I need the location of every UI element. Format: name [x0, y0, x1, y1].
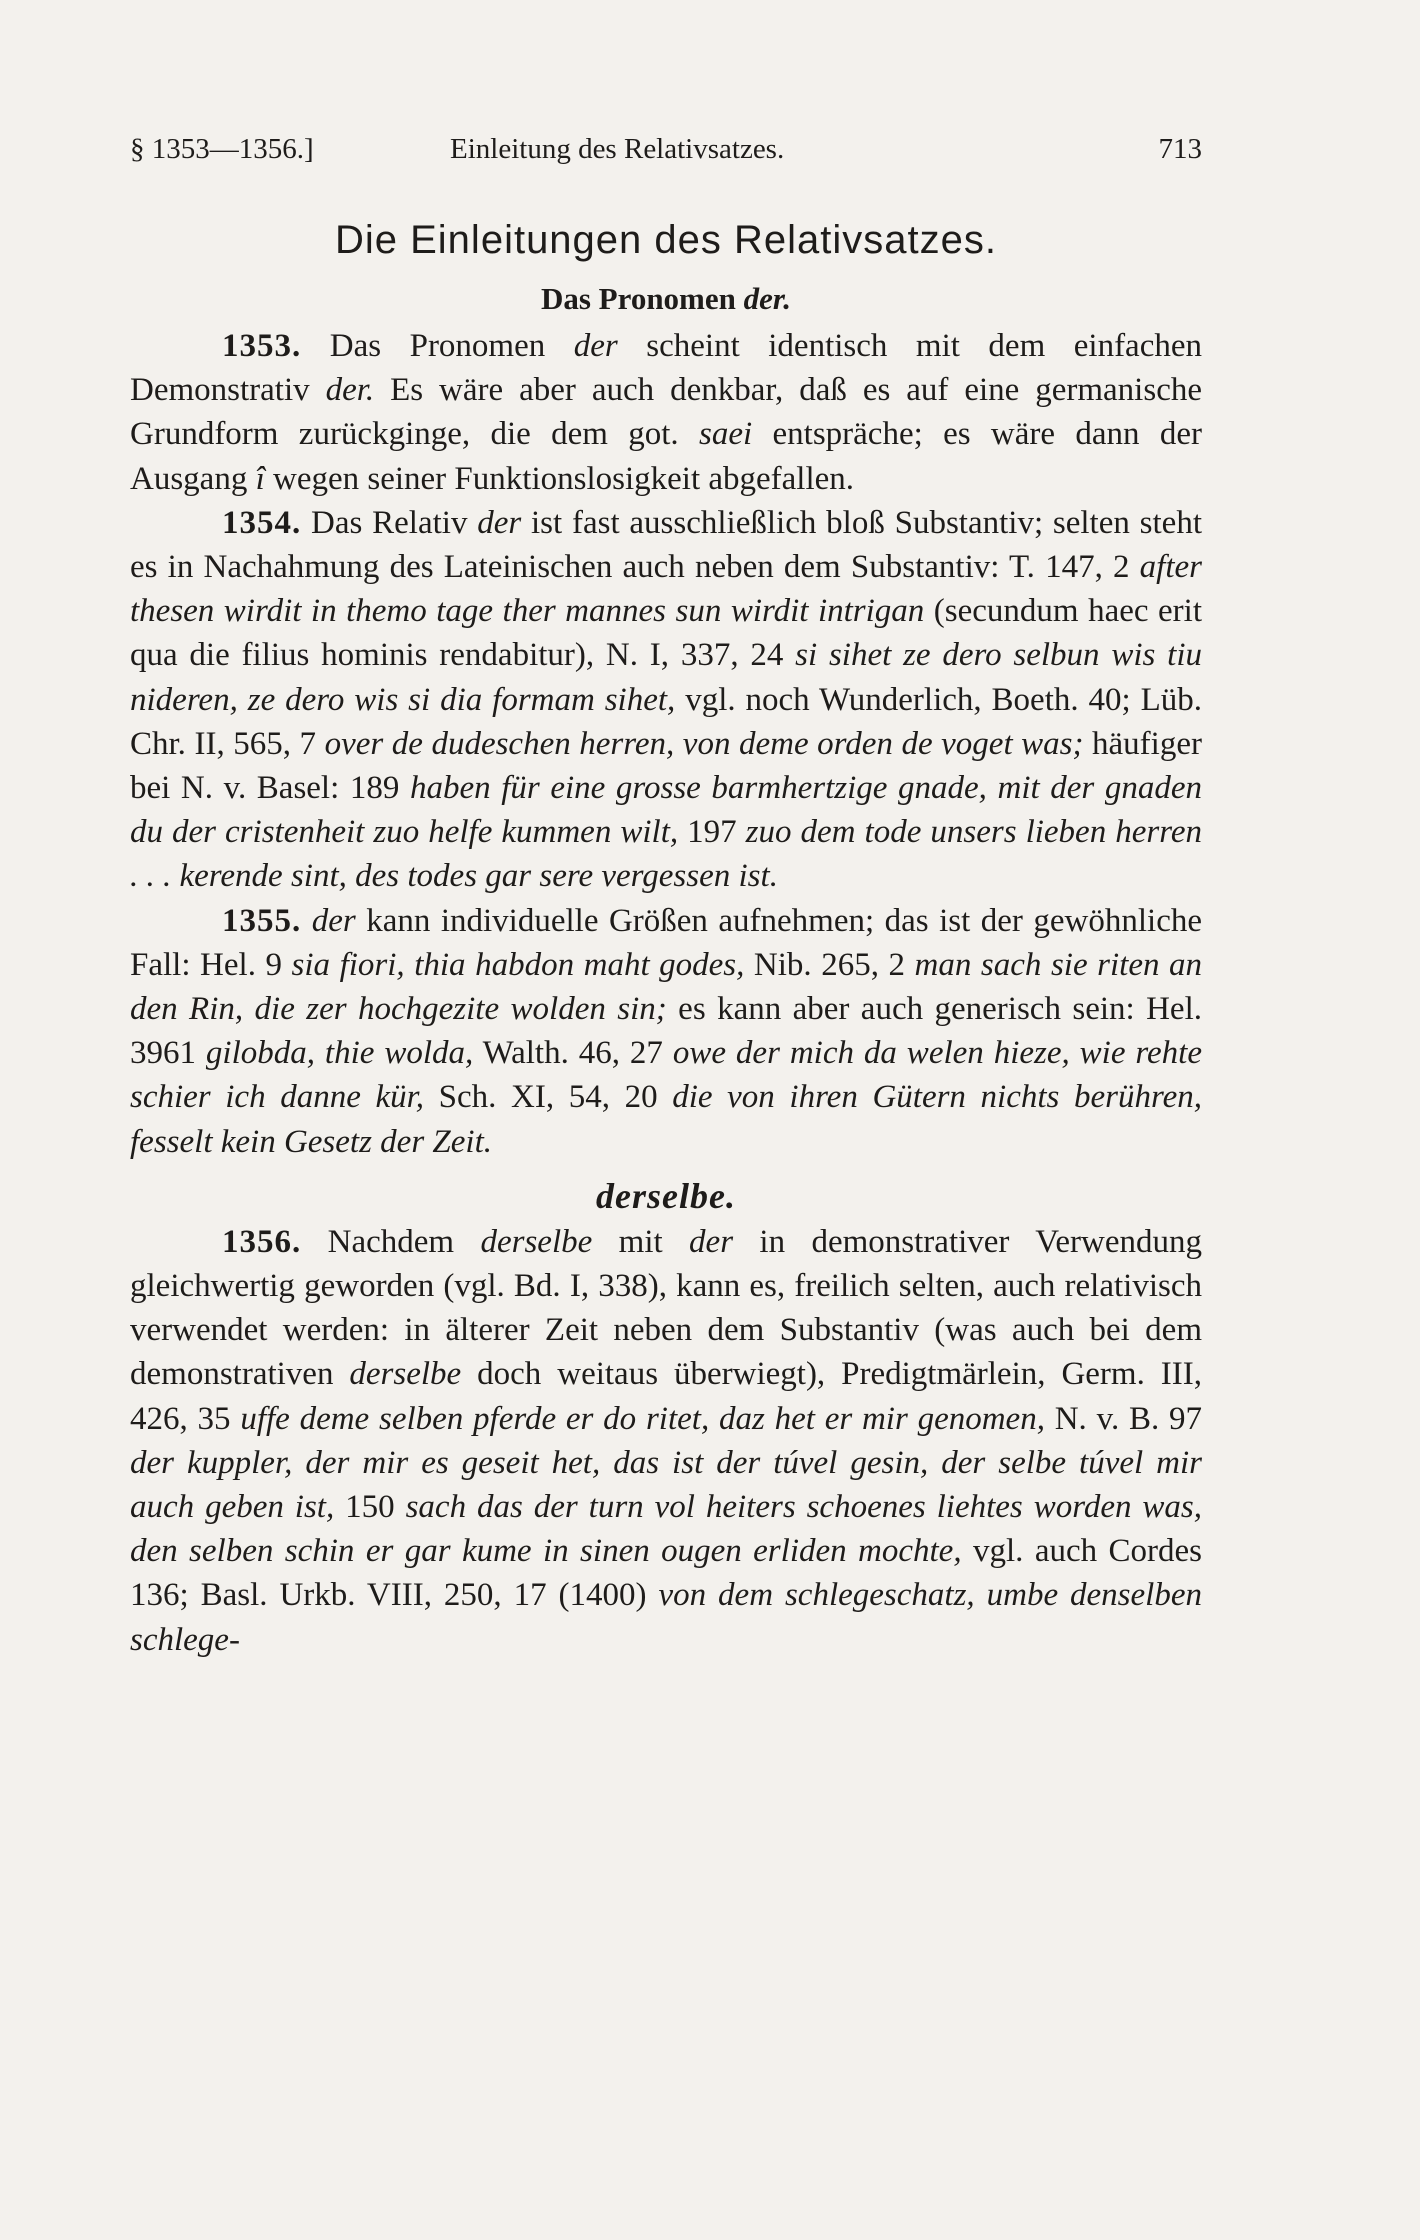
italic-run: die von ihren Gütern nichts berühren, fesselt kein Gesetz der Zeit. — [130, 1079, 1202, 1160]
text-run: mit — [592, 1223, 690, 1260]
derselbe-heading: derselbe. — [596, 1175, 736, 1216]
italic-run: haben für eine grosse barmhertzige gnade, mit der gnaden du der cristenheit zuo helfe kummen wilt, — [130, 770, 1202, 851]
text-run: Nib. 265, 2 — [744, 946, 915, 983]
section-heading-plain: Das Pronomen — [540, 281, 744, 316]
text-run: wegen seiner Funktionslosigkeit abgefallen. — [264, 460, 855, 497]
chapter-title: Die Einleitungen des Relativsatzes. — [334, 218, 997, 262]
italic-run: der — [477, 504, 522, 541]
text-run: es kann aber auch generisch sein: Hel. 3961 — [130, 991, 1202, 1072]
paragraph-number: 1355. — [222, 902, 302, 939]
text-run: vgl. noch Wunderlich, Boeth. 40; Lüb. Chr. II, 565, 7 — [130, 681, 1202, 762]
paragraph-1356 — [130, 1220, 1202, 1662]
italic-run: der — [573, 328, 618, 364]
section-range: § 1353—1356.] — [130, 133, 314, 165]
italic-run: der. — [325, 372, 375, 409]
paragraph-1353 — [130, 324, 1202, 501]
section-heading-italic: der. — [743, 281, 792, 316]
text-run: Nachdem — [301, 1223, 481, 1260]
italic-run: saei — [699, 416, 753, 453]
paragraph-1355 — [130, 899, 1202, 1164]
page-number: 713 — [1158, 133, 1202, 165]
text-run: ist fast ausschließlich bloß Substantiv; selten steht es in Nachahmung des Lateinischen auch neben dem Substantiv: T. 147, 2 — [130, 504, 1202, 586]
italic-run: zuo dem tode unsers lieben herren . . . kerende sint, des todes gar sere vergessen ist. — [130, 814, 1202, 895]
text-run: Es wäre aber auch denkbar, daß es auf eine germanische Grundform zurückginge, die dem got. — [130, 372, 1202, 453]
text-run: 197 — [678, 814, 746, 851]
italic-run: derselbe — [480, 1223, 593, 1260]
paragraph-number: 1354. — [222, 504, 302, 541]
italic-run: man sach sie riten an den Rin, die zer hochgezite wolden sin; — [130, 946, 1202, 1028]
text-run: 150 — [334, 1489, 406, 1526]
text-run: Sch. XI, 54, 20 — [424, 1079, 673, 1116]
text-run: häufiger bei N. v. Basel: 189 — [130, 725, 1202, 807]
italic-run: sia fiori, thia habdon maht godes, — [291, 946, 745, 983]
text-run: Das Relativ — [301, 504, 478, 541]
italic-run: von dem schlegeschatz, umbe denselben schlege- — [130, 1577, 1202, 1658]
section-heading — [130, 278, 1202, 320]
italic-run: over de dudeschen herren, von deme orden de voget was; — [324, 725, 1084, 762]
italic-run: sach das der turn vol heiters schoenes liehtes worden was, den selben schin er gar kume in sinen ougen erliden mochte, — [130, 1489, 1203, 1570]
text-run: vgl. auch Cordes 136; Basl. Urkb. VIII, 250, 17 (1400) — [130, 1533, 1203, 1614]
text-run: N. v. B. 97 — [1044, 1400, 1203, 1437]
italic-run: der — [689, 1223, 734, 1260]
italic-run: after thesen wirdit in themo tage ther mannes sun wirdit intrigan — [130, 549, 1202, 630]
italic-run: owe der mich da welen hieze, wie rehte schier ich danne kür, — [130, 1035, 1203, 1116]
text-run: in demonstrativer Verwendung gleichwertig geworden (vgl. Bd. I, 338), kann es, freilich selten, auch relativisch verwendet werden: in älterer Zeit neben dem Substantiv (was auch bei dem demonstrativen — [130, 1223, 1202, 1393]
italic-run: gilobda, thie wolda, — [205, 1035, 474, 1072]
italic-run: der kuppler, der mir es geseit het, das ist der túvel gesin, der selbe túvel mir auch geben ist, — [130, 1444, 1202, 1526]
text-run: (secundum haec erit qua die filius hominis rendabitur), N. I, 337, 24 — [130, 593, 1202, 674]
italic-run: si sihet ze dero selbun wis tiu nideren, ze dero wis si dia formam sihet, — [130, 637, 1202, 718]
paragraph-number: 1356. — [222, 1223, 302, 1260]
italic-run: derselbe — [349, 1356, 462, 1393]
text-run: scheint identisch mit dem einfachen Demonstrativ — [130, 328, 1202, 409]
running-title: Einleitung des Relativsatzes. — [450, 133, 785, 165]
text-run: Walth. 46, 27 — [473, 1035, 673, 1072]
italic-run: î — [255, 460, 265, 497]
text-run: doch weitaus überwiegt), Predigtmärlein, Germ. III, 426, 35 — [130, 1356, 1202, 1437]
text-run: kann individuelle Größen aufnehmen; das ist der gewöhnliche Fall: Hel. 9 — [130, 902, 1202, 983]
paragraph-number: 1353. — [222, 328, 302, 364]
paragraph-1354 — [130, 501, 1202, 899]
running-head — [130, 128, 1202, 170]
italic-run: der — [301, 902, 356, 939]
text-run: entspräche; es wäre dann der Ausgang — [130, 416, 1202, 497]
italic-run: uffe deme selben pferde er do ritet, daz het er mir genomen, — [240, 1400, 1045, 1437]
text-column — [130, 128, 1202, 1662]
text-run: Das Pronomen — [301, 328, 574, 364]
